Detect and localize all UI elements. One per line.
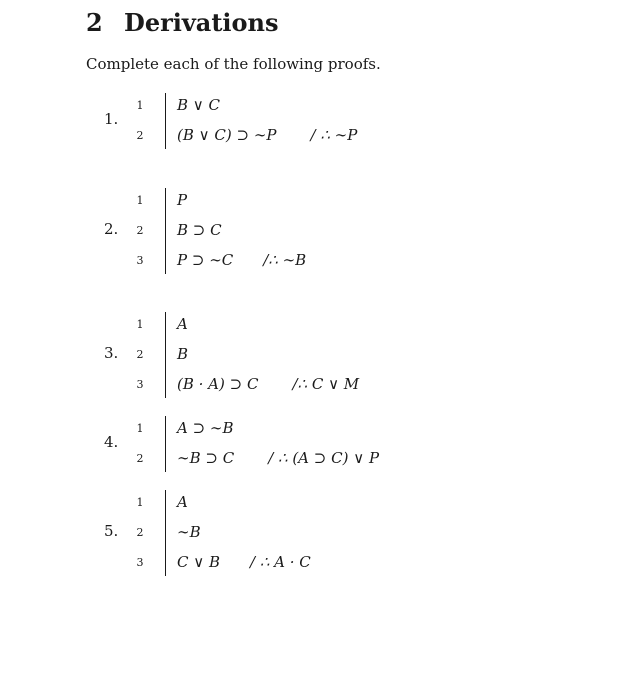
proof-line: [0, 553, 621, 573]
proof-line: [0, 251, 621, 271]
formula: [177, 126, 357, 144]
formula: [177, 96, 244, 114]
problem-number: 5.: [104, 522, 119, 540]
line-number: 2: [136, 129, 144, 142]
line-number: 1: [136, 496, 144, 509]
section-title: [86, 8, 279, 37]
line-number: 2: [136, 348, 144, 361]
premise: A: [177, 315, 188, 333]
premise: (B ∨ C) ⊃ ∼P: [177, 126, 277, 144]
proof-line: [0, 315, 621, 335]
premise: P ⊃ ∼C: [177, 251, 234, 269]
formula: [177, 419, 258, 437]
premise: B ∨ C: [177, 96, 221, 114]
problem-number: 1.: [104, 110, 119, 128]
formula: [177, 493, 212, 511]
proof-line: [0, 96, 621, 116]
line-number: 2: [136, 526, 144, 539]
line-number: 2: [136, 224, 144, 237]
premise: B: [177, 345, 189, 363]
proof-line: [0, 345, 621, 365]
line-number: 3: [136, 556, 144, 569]
formula: [177, 345, 212, 363]
line-number: 1: [136, 422, 144, 435]
line-number: 2: [136, 452, 144, 465]
proof-line: [0, 221, 621, 241]
premise: P: [177, 191, 188, 209]
formula: [177, 191, 211, 209]
problem-number: 2.: [104, 220, 119, 238]
premise: ∼B: [177, 523, 201, 541]
section-heading: Derivations: [124, 8, 279, 37]
formula: [177, 251, 306, 269]
conclusion: /∴ ∼B: [263, 251, 307, 269]
proof-line: [0, 493, 621, 513]
formula: [177, 375, 359, 393]
section-number: 2: [86, 8, 103, 37]
line-number: 1: [136, 194, 144, 207]
proof-line: [0, 419, 621, 439]
formula: [177, 523, 225, 541]
line-number: 1: [136, 99, 144, 112]
conclusion: / ∴ (A ⊃ C) ∨ P: [268, 449, 380, 467]
formula: [177, 315, 212, 333]
conclusion: / ∴ A · C: [250, 553, 311, 571]
premise: A: [177, 493, 188, 511]
formula: [177, 553, 311, 571]
line-number: 3: [136, 378, 144, 391]
conclusion: /∴ C ∨ M: [292, 375, 360, 393]
premise: ∼B ⊃ C: [177, 449, 235, 467]
proof-line: [0, 191, 621, 211]
formula: [177, 221, 246, 239]
premise: C ∨ B: [177, 553, 221, 571]
problem-number: 4.: [104, 433, 119, 451]
proof-line: [0, 449, 621, 469]
premise: (B · A) ⊃ C: [177, 375, 259, 393]
line-number: 1: [136, 318, 144, 331]
proof-line: [0, 523, 621, 543]
formula: [177, 449, 379, 467]
proof-line: [0, 375, 621, 395]
premise: B ⊃ C: [177, 221, 222, 239]
conclusion: / ∴ ∼P: [310, 126, 358, 144]
premise: A ⊃ ∼B: [177, 419, 234, 437]
proof-line: [0, 126, 621, 146]
instructions: Complete each of the following proofs.: [86, 55, 381, 73]
line-number: 3: [136, 254, 144, 267]
problem-number: 3.: [104, 344, 119, 362]
